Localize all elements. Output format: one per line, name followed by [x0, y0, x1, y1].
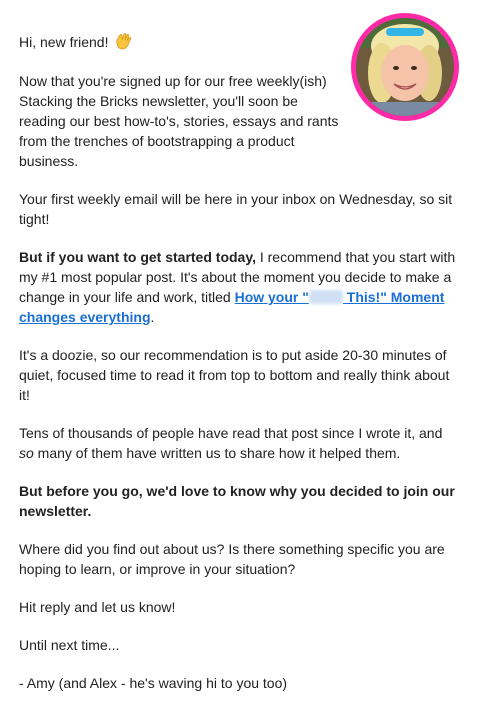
get-started-text: I recommend that you start with my #1 most popular post. It's about the moment you decide to make a change in your life and work, titled [19, 249, 456, 305]
get-started-bold: But if you want to get started today, [19, 249, 256, 265]
get-started-paragraph [19, 247, 459, 327]
before-go-paragraph: But before you go, we'd love to know why you decided to join our newsletter. [19, 483, 455, 519]
waving-hand-icon [114, 32, 134, 50]
email-body [19, 32, 459, 711]
first-email-paragraph: Your first weekly email will be here in your inbox on Wednesday, so sit tight! [19, 191, 453, 227]
link-text-start: How your " [234, 289, 309, 305]
thousands-text-a: Tens of thousands of people have read that post since I wrote it, and [19, 425, 443, 441]
signoff-paragraph: - Amy (and Alex - he's waving hi to you too) [19, 675, 288, 691]
greeting [19, 32, 459, 52]
link-text-end: This!" Moment changes everything [19, 289, 445, 325]
where-find-paragraph: Where did you find out about us? Is there something specific you are hoping to learn, or improve in your situation? [19, 541, 445, 577]
greeting-text: Hi, new friend! [19, 34, 109, 50]
doozie-paragraph: It's a doozie, so our recommendation is to put aside 20-30 minutes of quiet, focused time to read it from top to bottom and really think about it! [19, 347, 450, 403]
censored-word [309, 290, 343, 304]
thousands-paragraph [19, 423, 459, 463]
thousands-text-b: many of them have written us to share how it helped them. [33, 445, 401, 461]
get-started-end: . [150, 309, 155, 325]
until-next-paragraph: Until next time... [19, 637, 120, 653]
intro-paragraph: Now that you're signed up for our free weekly(ish) Stacking the Bricks newsletter, you'll soon be reading our best how-to's, stories, essays and rants from the trenches of bootstrapping a product business. [19, 73, 339, 169]
hit-reply-paragraph: Hit reply and let us know! [19, 599, 176, 615]
thousands-emphasis: so [19, 445, 34, 461]
